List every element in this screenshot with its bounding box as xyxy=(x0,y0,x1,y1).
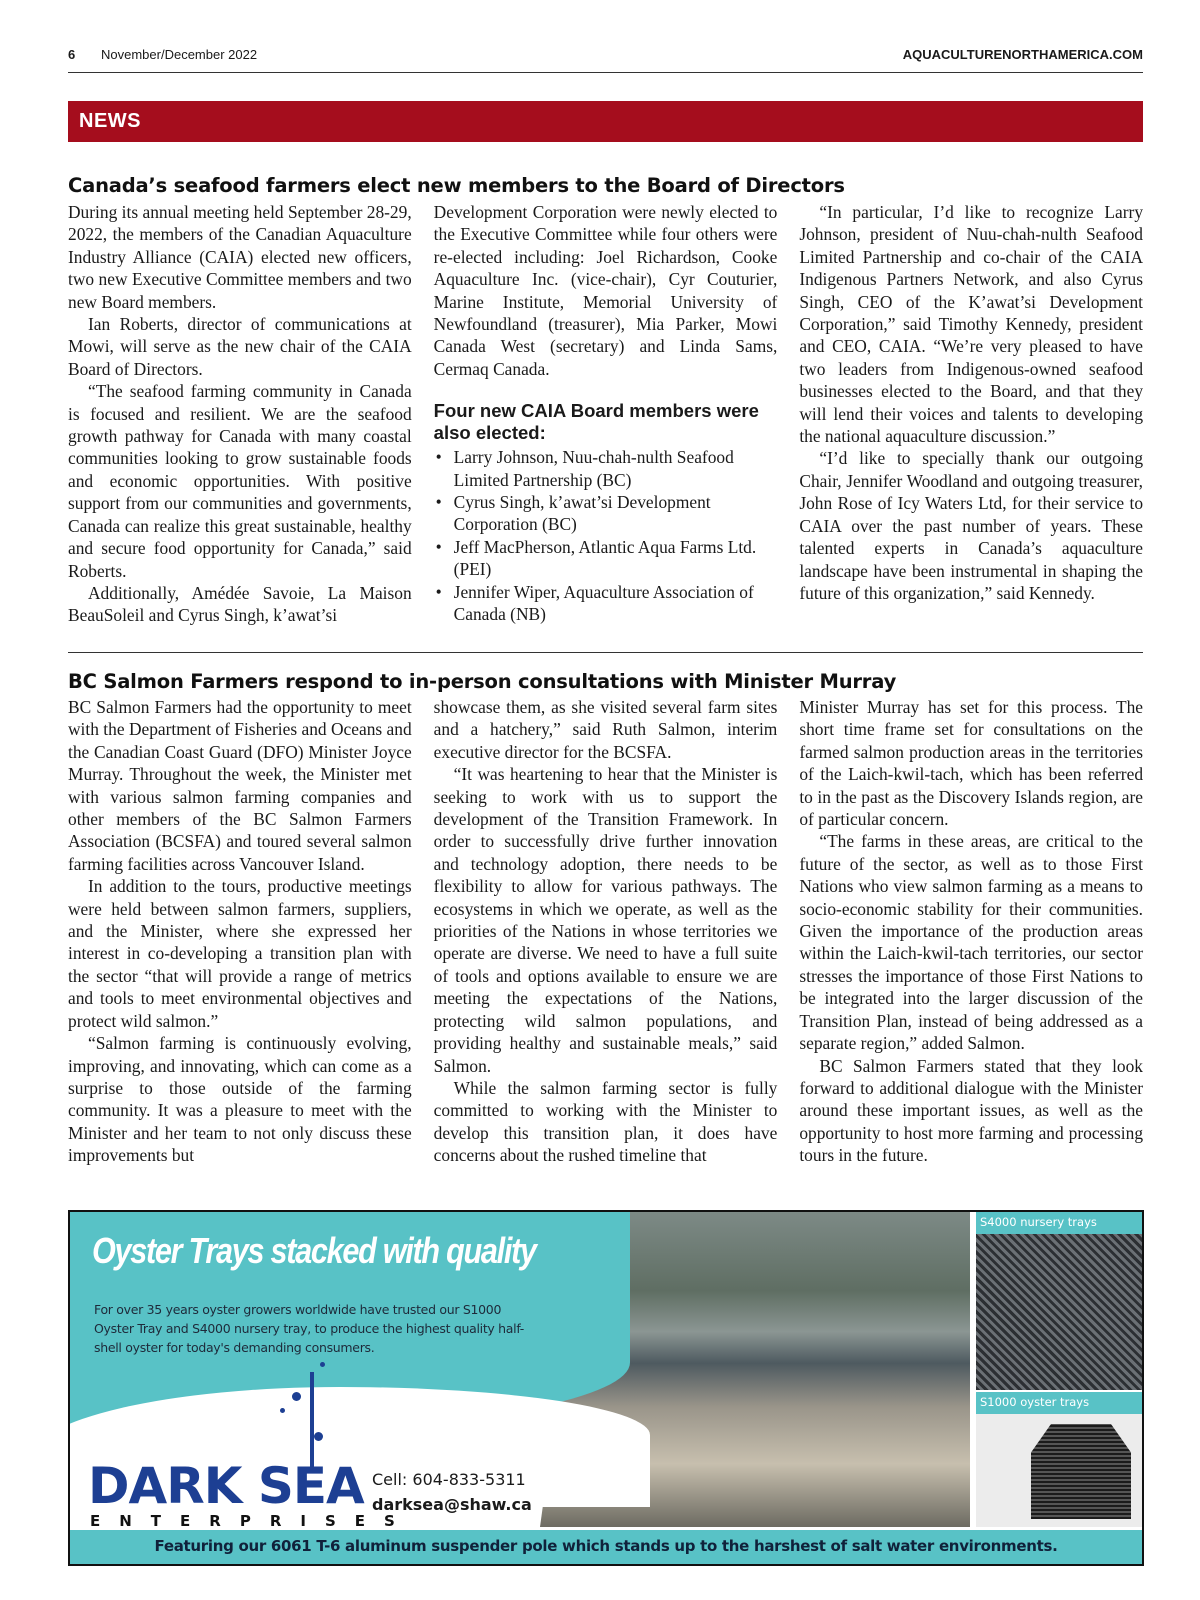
paragraph: “The farms in these areas, are critical to the future of the sector, as well as to those First Nations who view salmon farming as a means to socio-economic stability for their communities. Given the importance of the production areas within the Laich-kwil-tach territories, our sector stresses the importance of those First Nations to be integrated into the larger discussion of the Transition Plan, instead of being addressed as a separate region,” added Salmon. xyxy=(799,831,1144,1054)
logo-subtitle: ENTERPRISES xyxy=(90,1512,414,1530)
paragraph: “It was heartening to hear that the Minister is seeking to work with us to support the development of the Transition Framework. In order to successfully drive further innovation and technology adoption, there needs to be flexibility to allow for various pathways. The ecosystems in which we operate, as well as the priorities of the Nations in whose territories we operate are diverse. We need to have a full suite of tools and options available to ensure we are meeting the expectations of the Nations, protecting wild salmon populations, and providing healthy and sustainable meals,” said Salmon. xyxy=(433,764,778,1076)
paragraph: Minister Murray has set for this process. The short time frame set for consultations on the farmed salmon production areas in the territories of the Laich-kwil-tach, which has been referred to in the past as the Discovery Islands region, are of particular concern. xyxy=(799,697,1144,830)
article-divider xyxy=(68,652,1143,653)
article2-col3 xyxy=(799,696,1143,1167)
list-item: • Jeff MacPherson, Atlantic Aqua Farms Ltd. (PEI) xyxy=(434,536,778,581)
paragraph: During its annual meeting held September 28-29, 2022, the members of the Canadian Aquaculture Industry Alliance (CAIA) elected new officers, two new Executive Committee members and two new Board members. xyxy=(68,202,412,312)
paragraph: “I’d like to specially thank our outgoing Chair, Jennifer Woodland and outgoing treasurer, John Rose of Icy Waters Ltd, for their service to CAIA over the past number of years. These talented experts in Canada’s aquaculture landscape have been instrumental in shaping the future of this organization,” said Kennedy. xyxy=(799,448,1144,603)
article2-body xyxy=(68,696,1143,1167)
paragraph: “Salmon farming is continuously evolving, improving, and innovating, which can come as a surprise to those outside of the farming community. It was a pleasure to meet with the Minister and her team to not only discuss these improvements but xyxy=(68,1033,412,1166)
paragraph: In addition to the tours, productive meetings were held between salmon farmers, suppliers, and the Minister, where she expressed her interest in co-developing a transition plan with the sector “that will provide a range of metrics and tools to meet environmental objectives and protect wild salmon.” xyxy=(68,876,412,1031)
article1-col1 xyxy=(68,201,412,627)
ad-title: Oyster Trays stacked with quality xyxy=(92,1230,536,1271)
oyster-tray-photo xyxy=(976,1414,1144,1527)
article1-col3 xyxy=(799,201,1143,627)
bubble-icon xyxy=(314,1432,323,1441)
article2-col1 xyxy=(68,696,412,1167)
page-number: 6 xyxy=(68,47,76,62)
article1-col2 xyxy=(434,201,778,627)
article1-headline: Canada’s seafood farmers elect new members to the Board of Directors xyxy=(68,174,845,197)
bubble-icon xyxy=(280,1408,285,1413)
list-item: • Cyrus Singh, k’awat’si Development Corporation (BC) xyxy=(434,491,778,536)
issue-date: November/December 2022 xyxy=(101,47,258,62)
paragraph: Development Corporation were newly elected to the Executive Committee while four others were re-elected including: Joel Richardson, Cooke Aquaculture Inc. (vice-chair), Cyr Couturier, Marine Institute, Memorial University of Newfoundland (treasurer), Mia Parker, Mowi Canada West (secretary) and Linda Sams, Cermaq Canada. xyxy=(433,202,778,379)
article2-col2 xyxy=(434,696,778,1167)
paragraph: Ian Roberts, director of communications at Mowi, will serve as the new chair of the CAIA Board of Directors. xyxy=(68,314,412,379)
paragraph: Additionally, Amédée Savoie, La Maison BeauSoleil and Cyrus Singh, k’awat’si xyxy=(68,582,412,626)
list-item: • Jennifer Wiper, Aquaculture Association of Canada (NB) xyxy=(434,581,778,626)
dark-sea-advertisement[interactable] xyxy=(68,1210,1144,1566)
ad-blurb: For over 35 years oyster growers worldwide have trusted our S1000 Oyster Tray and S4000 nursery tray, to produce the highest quality half-shell oyster for today's demanding consumers. xyxy=(94,1302,524,1355)
article1-subhead: Four new CAIA Board members were also elected: xyxy=(433,400,759,444)
nursery-tray-label: S4000 nursery trays xyxy=(976,1212,1144,1234)
paragraph: While the salmon farming sector is fully committed to working with the Minister to develop this transition plan, it does have concerns about the rushed timeline that xyxy=(433,1077,778,1166)
list-item: • Larry Johnson, Nuu-chah-nulth Seafood Limited Partnership (BC) xyxy=(434,446,778,491)
bubble-icon xyxy=(292,1392,301,1401)
paragraph: BC Salmon Farmers had the opportunity to meet with the Department of Fisheries and Oceans and the Canadian Coast Guard (DFO) Minister Joyce Murray. Throughout the week, the Minister met with various salmon farming companies and other members of the BC Salmon Farmers Association (BCSFA) and toured several salmon farming facilities across Vancouver Island. xyxy=(68,697,412,874)
ad-footer: Featuring our 6061 T-6 aluminum suspender pole which stands up to the harshest of salt water environments. xyxy=(70,1530,1142,1564)
bubble-icon xyxy=(320,1362,325,1367)
nursery-tray-photo xyxy=(976,1234,1144,1390)
dark-sea-logo: DARK SEA xyxy=(88,1457,364,1515)
page-header xyxy=(68,45,1143,73)
ad-email[interactable]: darksea@shaw.ca xyxy=(372,1495,532,1514)
section-banner: NEWS xyxy=(68,101,1143,142)
paragraph: BC Salmon Farmers stated that they look forward to additional dialogue with the Minister around these important issues, as well as the opportunity to host more farming and processing tours in the future. xyxy=(799,1055,1144,1166)
paragraph: “The seafood farming community in Canada is focused and resilient. We are the seafood growth pathway for Canada with many coastal communities looking to grow sustainable foods and economic opportunities. With positive support from our communities and governments, Canada can realize this great sustainable, healthy and secure food opportunity for Canada,” said Roberts. xyxy=(68,381,412,581)
ad-phone[interactable]: Cell: 604-833-5311 xyxy=(372,1470,526,1489)
article1-body xyxy=(68,201,1143,627)
website: AQUACULTURENORTHAMERICA.COM xyxy=(902,47,1143,62)
oyster-tray-label: S1000 oyster trays xyxy=(976,1392,1144,1414)
paragraph: “In particular, I’d like to recognize Larry Johnson, president of Nuu-chah-nulth Seafood Limited Partnership and co-chair of the CAIA Indigenous Partners Network, and also Cyrus Singh, CEO of the K’awat’si Development Corporation,” said Timothy Kennedy, president and CEO, CAIA. “We’re very pleased to have two leaders from Indigenous-owned seafood businesses elected to the Board, and that they will lend their voices and talents to developing the national aquaculture discussion.” xyxy=(799,202,1144,447)
product-photos xyxy=(970,1212,1144,1527)
article2-headline: BC Salmon Farmers respond to in-person consultations with Minister Murray xyxy=(68,670,897,693)
board-members-list xyxy=(434,446,778,625)
paragraph: showcase them, as she visited several farm sites and a hatchery,” said Ruth Salmon, interim executive director for the BCSFA. xyxy=(433,697,778,762)
